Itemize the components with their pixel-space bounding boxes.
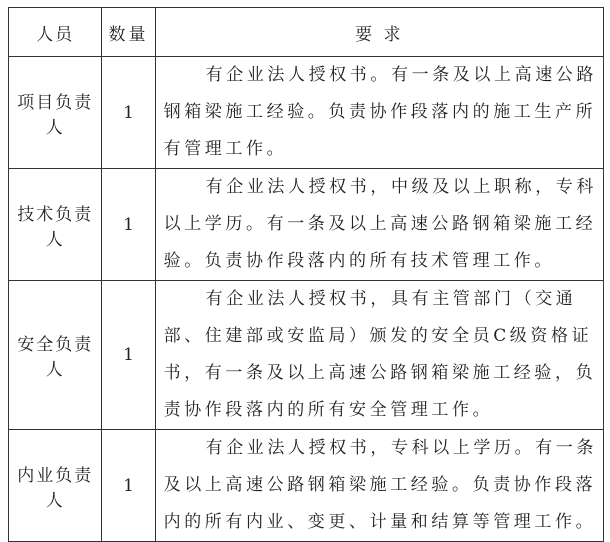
requirement-line: 有企业法人授权书，具有主管部门（交通 bbox=[205, 289, 577, 309]
quantity-cell: 1 bbox=[102, 169, 155, 281]
table-header-row bbox=[9, 8, 604, 57]
header-quantity: 数量 bbox=[102, 8, 155, 57]
person-cell: 内业负责人 bbox=[9, 430, 102, 542]
personnel-requirements-table bbox=[8, 7, 604, 542]
table-row bbox=[9, 281, 604, 430]
quantity-cell: 1 bbox=[102, 281, 155, 430]
requirements-cell bbox=[155, 281, 603, 430]
person-cell: 安全负责人 bbox=[9, 281, 102, 430]
requirement-line: 及以上高速公路钢箱梁施工经验。负责协作段落 bbox=[163, 475, 597, 495]
header-person: 人员 bbox=[9, 8, 102, 57]
requirement-line: 有企业法人授权书，中级及以上职称，专科 bbox=[205, 177, 597, 197]
requirement-line: 书，有一条及以上高速公路钢箱梁施工经验，负 bbox=[163, 363, 597, 383]
requirement-line: 内的所有内业、变更、计量和结算等管理工作。 bbox=[163, 512, 597, 532]
requirement-line: 有企业法人授权书，专科以上学历。有一条 bbox=[205, 438, 597, 458]
table-row bbox=[9, 57, 604, 169]
requirement-line: 部、住建部或安监局）颁发的安全员C级资格证 bbox=[163, 326, 593, 346]
requirements-cell bbox=[155, 169, 603, 281]
table-row bbox=[9, 169, 604, 281]
person-cell: 项目负责人 bbox=[9, 57, 102, 169]
quantity-cell: 1 bbox=[102, 430, 155, 542]
requirement-line: 验。负责协作段落内的所有技术管理工作。 bbox=[163, 251, 555, 271]
quantity-cell: 1 bbox=[102, 57, 155, 169]
requirements-cell bbox=[155, 430, 603, 542]
requirement-line: 有管理工作。 bbox=[163, 139, 288, 159]
requirement-line: 钢箱梁施工经验。负责协作段落内的施工生产所 bbox=[163, 102, 597, 122]
header-requirements: 要 求 bbox=[155, 8, 603, 57]
requirement-line: 以上学历。有一条及以上高速公路钢箱梁施工经 bbox=[163, 214, 597, 234]
requirements-cell bbox=[155, 57, 603, 169]
person-cell: 技术负责人 bbox=[9, 169, 102, 281]
requirement-line: 有企业法人授权书。有一条及以上高速公路 bbox=[205, 65, 597, 85]
requirement-line: 责协作段落内的所有安全管理工作。 bbox=[163, 400, 494, 420]
table-row bbox=[9, 430, 604, 542]
